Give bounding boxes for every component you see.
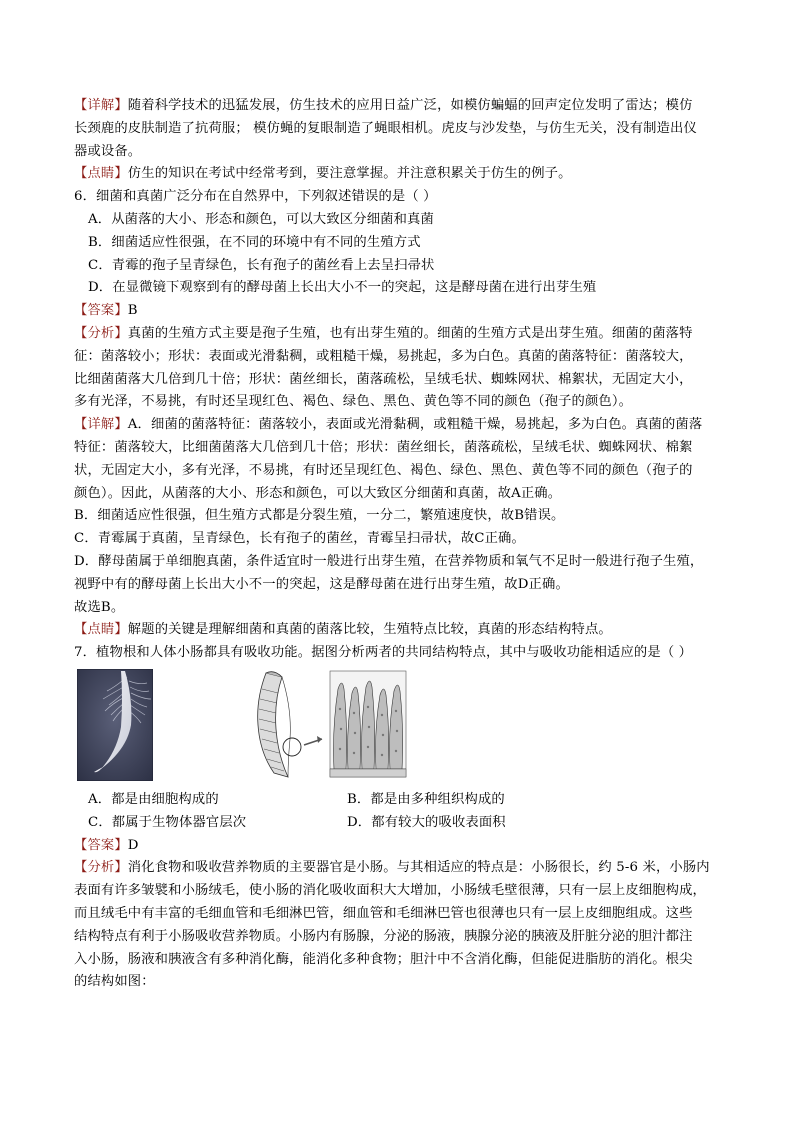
q6-analysis-line-3: 比细菌菌落大几倍到几十倍；形状：菌丝细长，菌落疏松，呈绒毛状、蜘蛛网状、棉絮状，无固定大小， [74, 371, 693, 387]
q6-answer: 【答案】B [74, 303, 138, 319]
q7-figures [74, 667, 734, 785]
q7-analysis-line-5: 入小肠，肠液和胰液含有多种消化酶，能消化多种食物；胆汁中不含消化酶，但能促进脂肪的消化。根尖 [74, 951, 693, 967]
q7-stem: 7．植物根和人体小肠都具有吸收功能。据图分析两者的共同结构特点，其中与吸收功能相适应的是（ ） [74, 645, 693, 661]
q6-option-a: A．从菌落的大小、形态和颜色，可以大致区分细菌和真菌 [88, 211, 434, 227]
q6-option-b: B．细菌适应性很强，在不同的环境中有不同的生殖方式 [88, 234, 421, 250]
q6-stem: 6．细菌和真菌广泛分布在自然界中，下列叙述错误的是（ ） [74, 189, 437, 205]
q7-analysis-line-3: 而且绒毛中有丰富的毛细血管和毛细淋巴管，细血管和毛细淋巴管也很薄也只有一层上皮细胞组成。这些 [74, 905, 693, 921]
prev-detail-line-1: 【详解】随着科学技术的迅猛发展，仿生技术的应用日益广泛，如模仿蝙蝠的回声定位发明了雷达；模仿 [74, 98, 693, 113]
q7-option-c: C．都属于生物体器官层次 [88, 814, 247, 830]
q6-detail-line-6: C．青霉属于真菌，呈青绿色，长有孢子的菌丝，青霉呈扫帚状，故C正确。 [74, 531, 525, 547]
small-intestine-diagram [244, 669, 414, 781]
q6-detail-line-1: 【详解】A．细菌的菌落特征：菌落较小，表面或光滑黏稠，或粗糙干燥，易挑起，多为白色。真菌的菌落 [74, 417, 703, 433]
q6-detail-line-8: 视野中有的酵母菌上长出大小不一的突起，这是酵母菌在进行出芽生殖，故D正确。 [74, 576, 569, 592]
document-page [74, 95, 734, 994]
q6-detail-line-4: 颜色）。因此，从菌落的大小、形态和颜色，可以大致区分细菌和真菌，故A正确。 [74, 485, 562, 501]
answer-label: 【答案】 [74, 837, 128, 853]
q7-analysis-line-2: 表面有许多皱襞和小肠绒毛，使小肠的消化吸收面积大大增加，小肠绒毛壁很薄，只有一层上皮细胞构成， [74, 883, 707, 899]
q7-analysis-line-4: 结构特点有利于小肠吸收营养物质。小肠内有肠腺，分泌的肠液，胰腺分泌的胰液及肝脏分泌的胆汁都注 [74, 928, 693, 944]
q7-answer: 【答案】D [74, 837, 139, 853]
q6-detail-line-2: 特征：菌落较大，比细菌菌落大几倍到几十倍；形状：菌丝细长，菌落疏松，呈绒毛状、蜘蛛网状、棉絮 [74, 439, 693, 455]
q6-detail-line-5: B．细菌适应性很强，但生殖方式都是分裂生殖，一分二，繁殖速度快，故B错误。 [74, 508, 565, 524]
q7-options-row-1 [74, 789, 734, 812]
q6-note: 【点睛】解题的关键是理解细菌和真菌的菌落比较，生殖特点比较，真菌的形态结构特点。 [74, 622, 612, 638]
q6-analysis-line-4: 多有光泽，不易挑，有时还呈现红色、褐色、绿色、黑色、黄色等不同的颜色（孢子的颜色）。 [74, 394, 633, 410]
q7-analysis-line-1: 【分析】消化食物和吸收营养物质的主要器官是小肠。与其相适应的特点是：小肠很长，约 5-6 米，小肠内 [74, 860, 710, 876]
q7-option-a: A．都是由细胞构成的 [88, 791, 219, 807]
q7-options-row-2 [74, 812, 734, 835]
analysis-label: 【分析】 [74, 860, 128, 876]
q7-option-b: B．都是由多种组织构成的 [347, 791, 505, 807]
q6-detail-line-7: D．酵母菌属于单细胞真菌，条件适宜时一般进行出芽生殖，在营养物质和氧气不足时一般进行孢子生殖， [74, 553, 704, 569]
q6-detail-line-3: 状，无固定大小，多有光泽，不易挑，有时还呈现红色、褐色、绿色、黑色、黄色等不同的颜色（孢子的 [74, 462, 693, 478]
prev-note: 【点睛】仿生的知识在考试中经常考到，要注意掌握。并注意积累关于仿生的例子。 [74, 166, 572, 182]
note-label: 【点睛】 [74, 622, 128, 638]
note-label: 【点睛】 [74, 166, 128, 182]
answer-label: 【答案】 [74, 303, 128, 319]
q7-option-d: D．都有较大的吸收表面积 [347, 814, 506, 830]
q6-detail-line-9: 故选B。 [74, 599, 125, 615]
q7-analysis-line-6: 的结构如图： [74, 974, 155, 990]
q6-analysis-line-2: 征：菌落较小；形状：表面或光滑黏稠，或粗糙干燥，易挑起，多为白色。真菌的菌落特征：菌落较大， [74, 348, 693, 364]
analysis-label: 【分析】 [74, 325, 128, 341]
prev-detail-line-2: 长颈鹿的皮肤制造了抗荷服； 模仿蝇的复眼制造了蝇眼相机。虎皮与沙发垫，与仿生无关，没有制造出仪 [74, 120, 697, 136]
detail-label: 【详解】 [74, 417, 128, 433]
prev-detail-line-3: 器或设备。 [74, 143, 142, 159]
root-tip-image [77, 669, 153, 781]
q6-analysis-line-1: 【分析】真菌的生殖方式主要是孢子生殖，也有出芽生殖的。细菌的生殖方式是出芽生殖。细菌的菌落特 [74, 325, 693, 341]
q6-option-d: D．在显微镜下观察到有的酵母菌上长出大小不一的突起，这是酵母菌在进行出芽生殖 [88, 280, 597, 296]
q6-option-c: C．青霉的孢子呈青绿色，长有孢子的菌丝看上去呈扫帚状 [88, 257, 435, 273]
detail-label: 【详解】 [74, 98, 128, 113]
